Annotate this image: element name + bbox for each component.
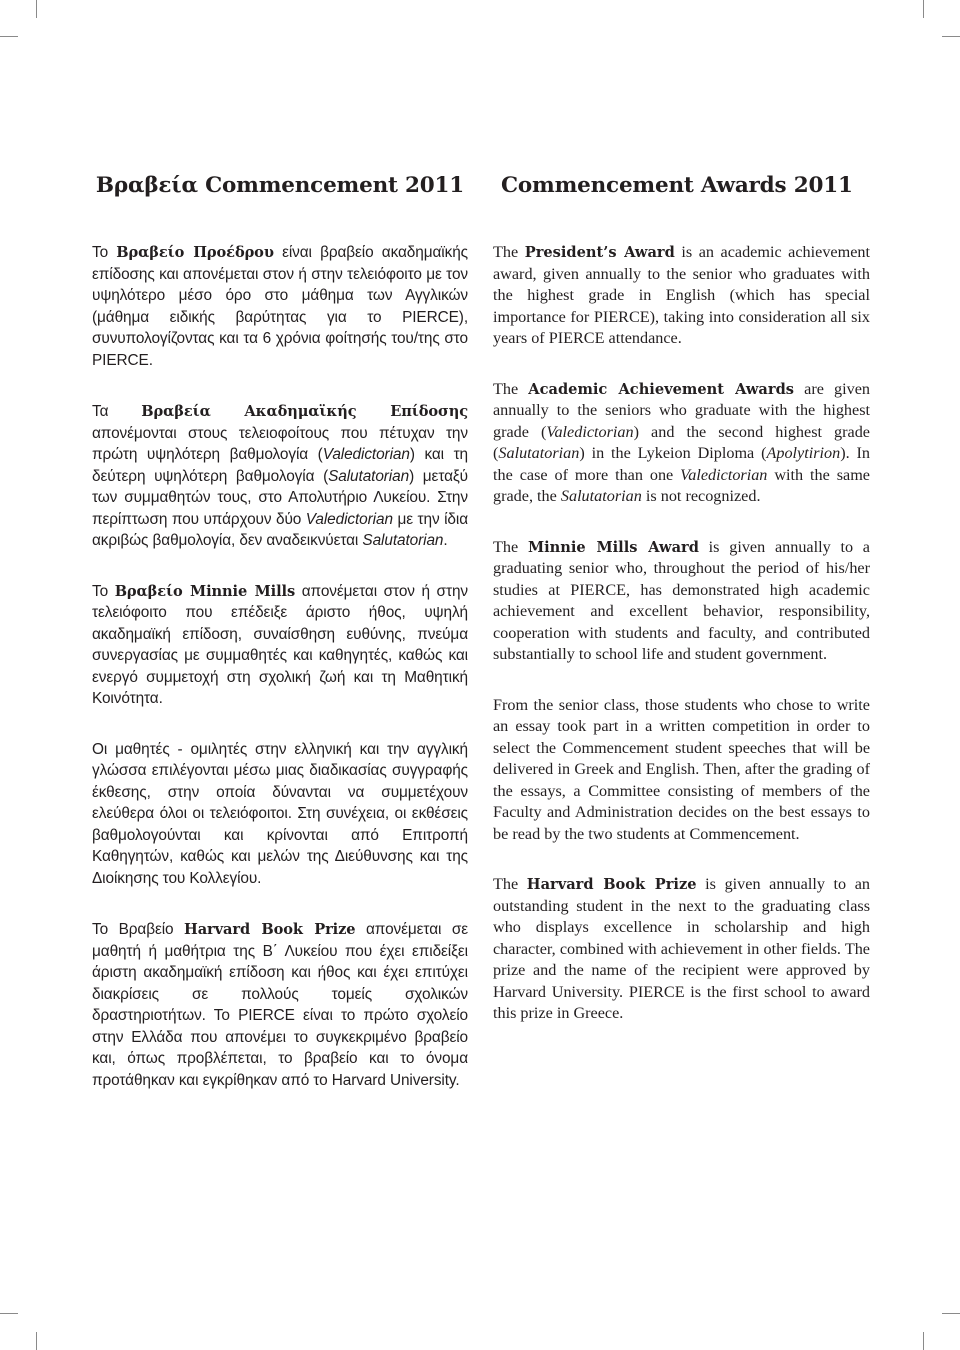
english-minnie-mills-award bbox=[493, 537, 870, 666]
text-run: απονέμεται σε μαθητή ή μαθήτρια της Β΄ Λυκείου που έχει επιδείξει άριστη ακαδημαϊκή επίδοση και ήθος και έχει επιτύχει διακρίσεις σε πολλούς τομείς σχολικών δραστηριοτήτων. Το PIERCE είναι το πρώτο σχολείο στην Ελλάδα που απονέμει το συγκεκριμένο βραβείο και, όπως προβλέπεται, το βραβείο και το όνομα προτάθηκαν και εγκρίθηκαν από το Harvard University. bbox=[92, 921, 468, 1089]
text-run: Οι μαθητές - ομιλητές στην ελληνική και την αγγλική γλώσσα επιλέγονται μέσω μιας διαδικασίας συγγραφής έκθεσης, στην οποία δύνανται να συμμετέχουν ελεύθερα όλοι οι τελειόφοιτοι. Στη συνέχεια, οι εκθέσεις βαθμολογούνται και κρίνονται από Επιτροπή Καθηγητών, καθώς και μελών της Διεύθυνσης και της Διοίκησης του Κολλεγίου. bbox=[92, 740, 468, 887]
text-run: ) in the Lykeion Diploma ( bbox=[579, 444, 767, 462]
greek-student-speakers bbox=[92, 739, 468, 890]
italic-term: Valedictorian bbox=[322, 446, 410, 463]
text-run: ) and the second highest grade ( bbox=[493, 422, 870, 462]
text-run: is not recognized. bbox=[641, 487, 761, 505]
english-academic-achievement-awards bbox=[493, 379, 870, 508]
crop-mark-bottom-right bbox=[942, 1313, 960, 1314]
text-run: είναι βραβείο ακαδημαϊκής επίδοσης και απονέμεται στον ή στην τελειόφοιτο με τον υψηλότερο μέσο όρο στο μάθημα των Αγγλικών (μάθημα ειδικής βαρύτητας για το PIERCE), συνυπολογίζοντας και τα 6 χρόνια φοίτησής του/της στο PIERCE. bbox=[92, 244, 468, 369]
award-name: Βραβείο Minnie Mills bbox=[114, 582, 296, 600]
text-run: ) μεταξύ των συμμαθητών τους, στο Απολυτήριο Λυκείου. Στην περίπτωση που υπάρχουν δύο bbox=[92, 467, 468, 528]
italic-term: Salutatorian bbox=[362, 532, 444, 549]
text-run: απονέμονται στους τελειοφοίτους που πέτυχαν την πρώτη υψηλότερη βαθμολογία ( bbox=[92, 424, 468, 463]
award-name: Βραβείο Προέδρου bbox=[116, 244, 274, 261]
english-student-speakers bbox=[493, 695, 870, 846]
crop-mark-top-left bbox=[36, 0, 37, 18]
italic-term: Valedictorian bbox=[546, 422, 634, 441]
english-column bbox=[493, 172, 870, 1025]
crop-mark-bottom-left bbox=[36, 1332, 37, 1350]
italic-term: Salutatorian bbox=[328, 467, 410, 485]
award-name: Βραβεία Ακαδημαϊκής Επίδοσης bbox=[141, 403, 468, 420]
greek-minnie-mills-award bbox=[92, 581, 468, 710]
italic-term: Salutatorian bbox=[498, 444, 580, 462]
award-name: Harvard Book Prize bbox=[526, 876, 697, 893]
crop-mark-bottom-right bbox=[923, 1332, 924, 1350]
crop-mark-top-right bbox=[923, 0, 924, 18]
text-run: The bbox=[493, 875, 527, 893]
italic-term: Salutatorian bbox=[560, 487, 642, 505]
text-run: The bbox=[493, 243, 525, 261]
text-run: ). In the case of more than one bbox=[493, 444, 870, 484]
italic-term: Valedictorian bbox=[680, 465, 768, 484]
italic-term: Valedictorian bbox=[305, 510, 393, 528]
crop-mark-top-left bbox=[0, 36, 18, 37]
text-run: with the same grade, the bbox=[493, 465, 870, 505]
crop-mark-bottom-left bbox=[0, 1313, 18, 1314]
text-run: Το Βραβείο bbox=[92, 921, 184, 938]
award-name: Minnie Mills Award bbox=[527, 538, 699, 556]
award-name: Academic Achievement Awards bbox=[528, 380, 794, 398]
text-run: απονέμεται στον ή στην τελειόφοιτο που επέδειξε άριστο ήθος, υψηλή ακαδημαϊκή επίδοση, συναίσθηση ευθύνης, πνεύμα συνεργασίας με συμμαθητές και καθηγητές, καθώς και ενεργό συμμετοχή στη σχολική ζωή και τη Μαθητική Κοινότητα. bbox=[92, 582, 468, 707]
greek-academic-achievement-awards bbox=[92, 401, 468, 552]
greek-heading: Βραβεία Commencement 2011 bbox=[95, 173, 465, 198]
text-run: με την ίδια ακριβώς βαθμολογία, δεν αναδεικνύεται bbox=[92, 510, 468, 549]
text-run: are given annually to the seniors who graduate with the highest grade ( bbox=[493, 379, 870, 441]
italic-term: Apolytirion bbox=[766, 444, 841, 462]
english-harvard-book-prize bbox=[493, 874, 870, 1025]
text-run: is an academic achievement award, given annually to the senior who graduates with the highest grade in English (which has special importance for PIERCE), taking into consideration all six years of PIERCE attendance. bbox=[493, 243, 870, 347]
english-heading: Commencement Awards 2011 bbox=[501, 173, 853, 198]
award-name: Harvard Book Prize bbox=[184, 921, 356, 938]
text-run: Τα bbox=[92, 403, 142, 420]
text-run: The bbox=[493, 537, 528, 556]
text-run: Το bbox=[92, 244, 117, 261]
text-run: The bbox=[493, 379, 529, 398]
english-presidents-award bbox=[493, 242, 870, 350]
crop-mark-top-right bbox=[942, 36, 960, 37]
award-name: President’s Award bbox=[524, 244, 675, 261]
text-run: From the senior class, those students who chose to write an essay took part in a written competition in order to select the Commencement student speeches that will be delivered in Greek and English. Then, after the grading of the essays, a Committee consisting of members of the Faculty and Administration decides on the best essays to be read by the two students at Commencement. bbox=[493, 695, 870, 843]
text-run: Το bbox=[92, 582, 115, 600]
greek-harvard-book-prize bbox=[92, 919, 468, 1091]
text-run: ) και τη δεύτερη υψηλότερη βαθμολογία ( bbox=[92, 446, 469, 485]
greek-column bbox=[92, 172, 468, 1091]
text-run: . bbox=[443, 532, 448, 549]
greek-presidents-award bbox=[92, 242, 468, 371]
text-run: is given annually to an outstanding student in the next to the graduating class who displays excellence in scholarship and high character, combined with achievement in other fields. The prize and the name of the recipient were approved by Harvard University. PIERCE is the first school to award this prize in Greece. bbox=[493, 875, 871, 1022]
text-run: is given annually to a graduating senior who, throughout the period of his/her studies at PIERCE, has demonstrated high academic achievement and excellent behavior, responsibility, cooperation with students and faculty, and contributed substantially to school life and student government. bbox=[493, 537, 870, 663]
